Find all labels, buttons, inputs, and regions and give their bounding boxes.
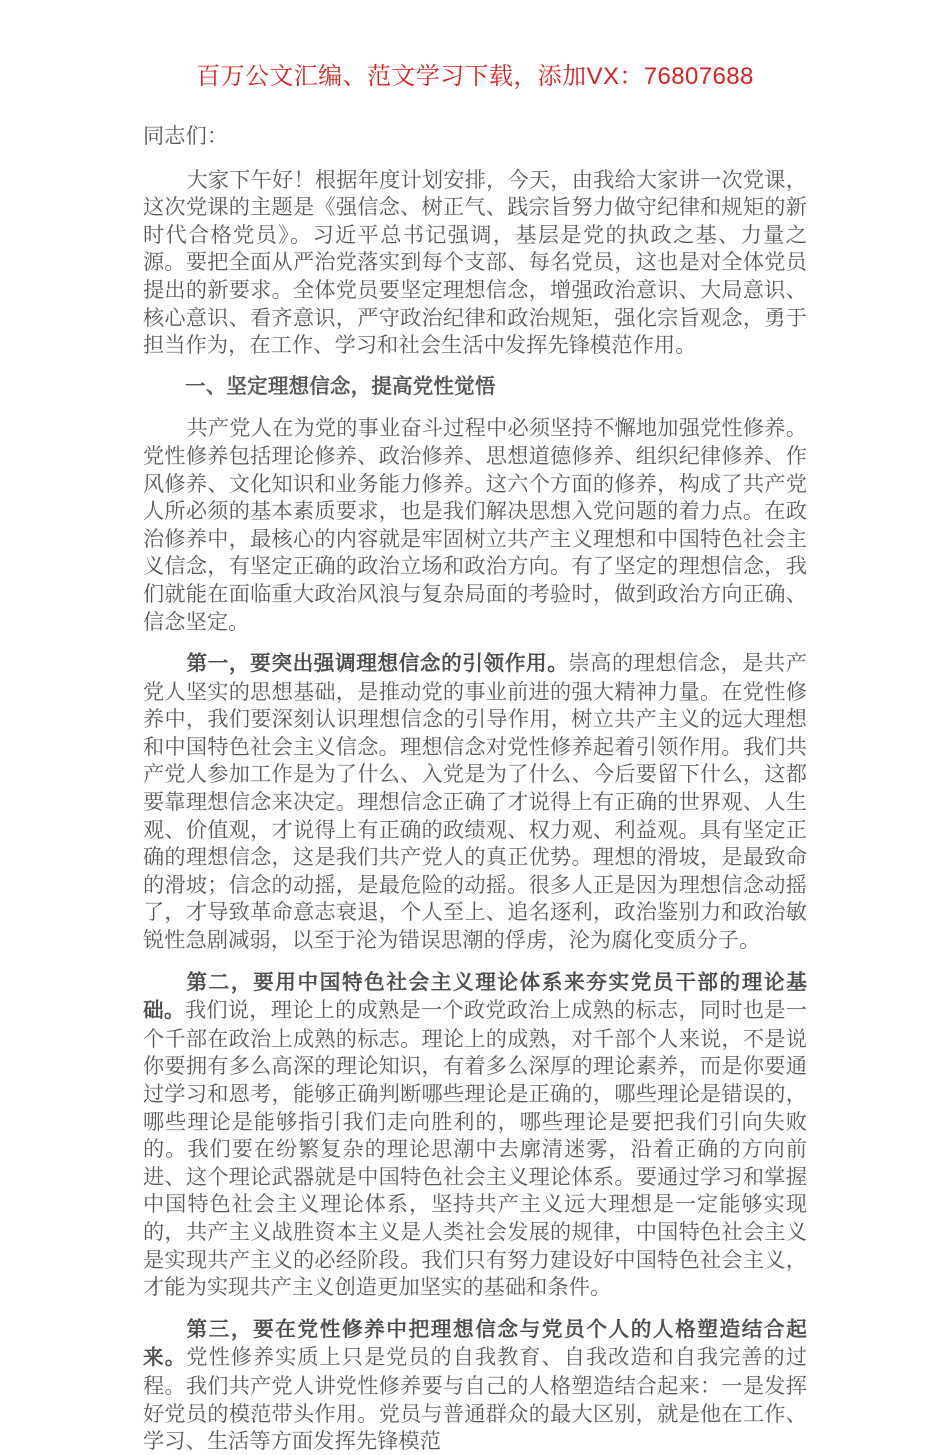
- opening-paragraph: 大家下午好！根据年度计划安排，今天，由我给大家讲一次党课，这次党课的主题是《强信念、树正气、践宗旨努力做守纪律和规矩的新时代合格党员》。习近平总书记强调，基层是党的执政之基、力量之源。要把全面从严治党落实到每个支部、每名党员，这也是对全体党员提出的新要求。全体党员要坚定理想信念，增强政治意识、大局意识、核心意识、看齐意识，严守政治纪律和政治规矩，强化宗旨观念，勇于担当作为，在工作、学习和社会生活中发挥先锋模范作用。: [143, 166, 807, 358]
- salutation: 同志们：: [143, 123, 229, 148]
- section-heading-1: 一、坚定理想信念，提高党性觉悟: [185, 374, 496, 398]
- point-lead-2: 第二，要用中国特色社会主义理论体系来夯实党员干部的理论基础。: [143, 970, 807, 1023]
- point-body-1a: 崇高的理想信念，是共产党人坚实的思想基础，是推动党的事业前进的强大精神力量。在党性修养中，我们要深刻认识理想信念的引导作用: [143, 650, 807, 732]
- point-paragraph-1: [143, 649, 807, 954]
- point-paragraph-2: [143, 968, 807, 1301]
- point-body-1b: 树立共产主义的远大理想和中国特色社会主义信念。理想信念对党性修养起着引领作用。我们共产党人参加工作是为了什么、入党是为了什么、今后要留下什么，这都要靠理想信念来决定。理想信念正确了才说得上有正确的世界观、人生观、价值观，才说得上有正确的政绩观、权力观、利益观。具有坚定正确的理想信念，这是我们共产党人的真正优势。理想的滑坡，是最致命的滑坡；信念的动摇，是最危险的动摇。很多人正是因为理想信念动摇了，才导致革命意志衰退，个人至上、追名逐利，政治鉴别力和政治敏锐性急剧减弱，以至于沦为错误思潮的俘虏，沦为腐化变质分子。: [143, 706, 807, 953]
- document-body: [143, 122, 807, 1455]
- point-body-3a: 党性修养实质上只是党员的自我教育、自我改造和自我完善的过程。我们共产党人讲党性修养要与自己的人格塑造结合起来：一是发挥好党员的模范带头作用。党员与普通群众的最大区别，就是他在工作、学习、生活等方面发挥先锋模范: [143, 1344, 807, 1454]
- point-narrow-comma-1: ，: [550, 706, 569, 732]
- point-lead-1: 第一，要突出强调理想信念的引领作用。: [186, 652, 569, 676]
- promo-banner: 百万公文汇编、范文学习下载，添加VX：76807688: [196, 63, 754, 90]
- section-intro-paragraph: 共产党人在为党的事业奋斗过程中必须坚持不懈地加强党性修养。党性修养包括理论修养、政治修养、思想道德修养、组织纪律修养、作风修养、文化知识和业务能力修养。这六个方面的修养，构成了共产党人所必须的基本素质要求，也是我们解决思想入党问题的着力点。在政治修养中，最核心的内容就是牢固树立共产主义理想和中国特色社会主义信念，有坚定正确的政治立场和政治方向。有了坚定的理想信念，我们就能在面临重大政治风浪与复杂局面的考验时，做到政治方向正确、信念坚定。: [143, 415, 807, 634]
- point-lead-3: 第三，要在党性修养中把理想信念与党员个人的人格塑造结合起来。: [143, 1317, 807, 1370]
- point-paragraph-3: [143, 1315, 807, 1455]
- point-body-2a: 我们说，理论上的成熟是一个政党政治上成熟的标志，同时也是一个千部在政治上成熟的标志。理论上的成熟，对千部个人来说，不是说你要拥有多么高深的理论知识，有着多么深厚的理论素养，而是你要通过学习和恩考，能够正确判断哪些理论是正确的，哪些理论是错误的，哪些理论是能够指引我们走向胜利的，哪些理论是要把我们引向失败的。我们要在纷繁复杂的理论思潮中去廓清迷雾，沿着正确的方向前进、这个理论武器就是中国特色社会主义理论体系。要通过学习和掌握中国特色社会主义理论体系，坚持共产主义远大理想是一定能够实现的，共产主义战胜资本主义是人类社会发展的规律，中国特色社会主义是实现共产主义的必经阶段。我们只有努力建设好中国特色社会主义，才能为实现共产主义创造更加坚实的基础和条件。: [143, 997, 808, 1300]
